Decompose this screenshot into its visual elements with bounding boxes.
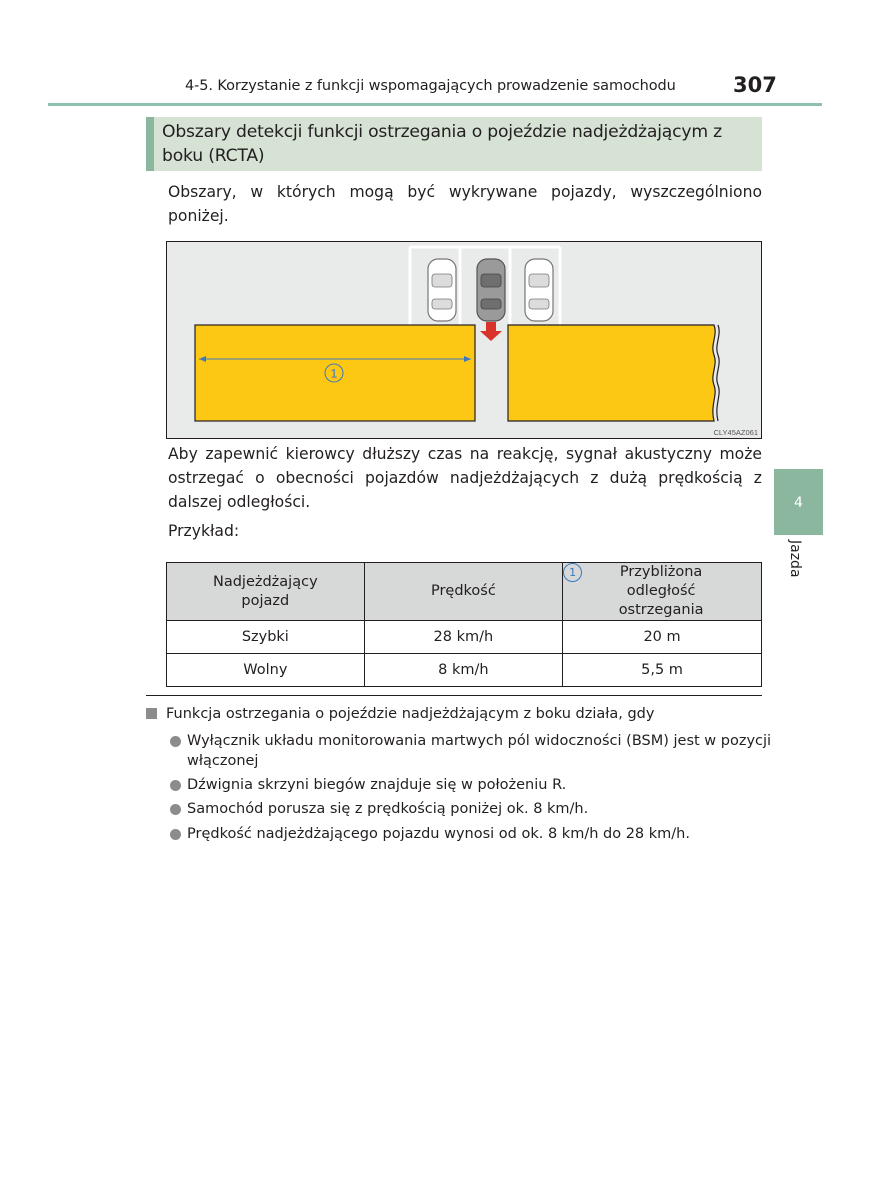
list-item: Prędkość nadjeżdżającego pojazdu wynosi od ok. 8 km/h do 28 km/h. [170,824,779,844]
chapter-label: Jazda [787,540,803,578]
section-heading-accent [146,117,154,171]
bullet-dot-icon [170,829,181,840]
square-bullet-icon [146,708,157,719]
bullet-dot-icon [170,804,181,815]
page-number: 307 [733,73,777,97]
table-row [167,654,762,687]
table-header-speed: Prędkość [364,563,562,621]
distance-callout-icon: 1 [563,563,582,582]
own-car-icon [477,259,505,321]
section-title: Obszary detekcji funkcji ostrzegania o pojeździe nadjeżdżającym z boku (RCTA) [162,122,722,166]
header-divider [48,103,822,106]
running-header: 4-5. Korzystanie z funkcji wspomagających prowadzenie samochodu [185,78,676,94]
table-cell: 20 m [563,621,762,654]
intro-paragraph: Obszary, w których mogą być wykrywane pojazdy, wyszczególniono poniżej. [168,183,762,225]
list-item: Samochód porusza się z prędkością poniżej ok. 8 km/h. [170,799,779,819]
example-label: Przykład: [168,522,240,540]
figure-code: CLY45AZ061 [713,428,758,437]
warning-distance-table [166,562,762,687]
section-heading-box [146,117,762,171]
parked-car-right-icon [525,259,553,321]
bullet-dot-icon [170,780,181,791]
detection-area-illustration [166,241,762,439]
long-range-paragraph: Aby zapewnić kierowcy dłuższy czas na reakcję, sygnał akustyczny może ostrzegać o obecności pojazdów nadjeżdżających z dużą prędkością z dalszej odległości. [168,445,762,511]
table-cell: Wolny [167,654,365,687]
detection-zone-right [508,325,715,421]
notes-divider [146,695,762,696]
detection-area-figure [166,241,762,439]
table-header-vehicle: Nadjeżdżający pojazd [167,563,365,621]
table-header-distance: 1 Przybliżona odległość ostrzegania [563,563,762,621]
chapter-number: 4 [794,495,803,511]
parked-car-left-icon [428,259,456,321]
notes-heading: Funkcja ostrzegania o pojeździe nadjeżdżającym z boku działa, gdy [146,706,654,722]
bullet-dot-icon [170,736,181,747]
chapter-label-container [785,540,805,600]
table-cell: 28 km/h [364,621,562,654]
table-row [167,621,762,654]
list-item: Dźwignia skrzyni biegów znajduje się w położeniu R. [170,775,779,795]
table-cell: Szybki [167,621,365,654]
zone-callout-number: 1 [330,366,338,381]
table-header-row [167,563,762,621]
table-cell: 8 km/h [364,654,562,687]
list-item: Wyłącznik układu monitorowania martwych pól widoczności (BSM) jest w pozycji włączonej [170,731,779,771]
table-cell: 5,5 m [563,654,762,687]
